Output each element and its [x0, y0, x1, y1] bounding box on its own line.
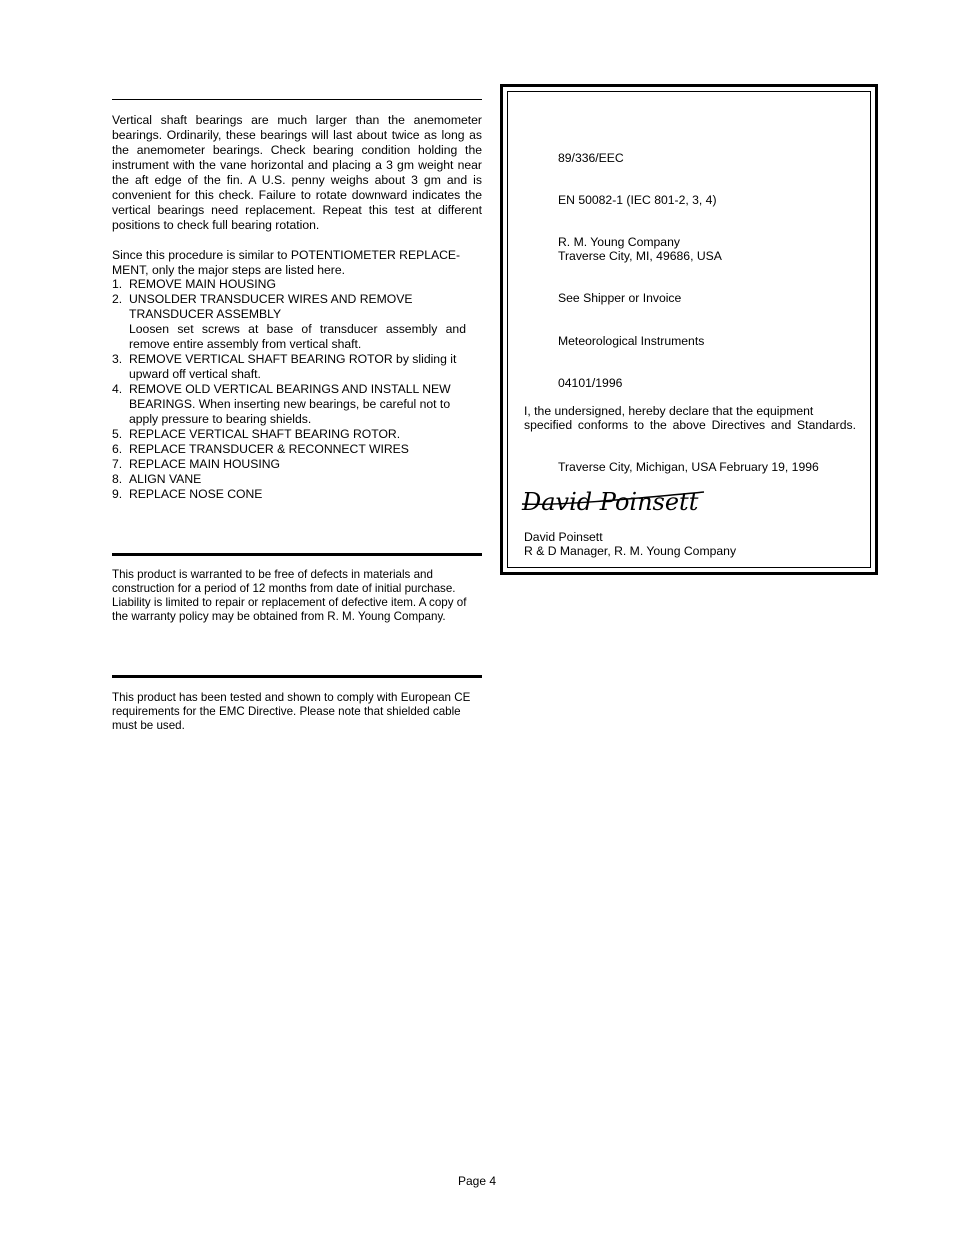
manufacturer-name: R. M. Young Company [558, 235, 680, 249]
warranty-paragraph: This product is warranted to be free of defects in materials and construction for a period of 12 months from date of initial purchase. Liability is limited to repair or replacement of defective item. A copy of the warranty policy may be obtained from R. M. Young Company. [112, 568, 467, 623]
step-number: 1. [112, 277, 123, 291]
step-text: REMOVE MAIN HOUSING [129, 277, 276, 291]
signer-title: R & D Manager, R. M. Young Company [524, 544, 737, 558]
step-item [112, 382, 482, 427]
directive-value: 89/336/EEC [558, 151, 624, 165]
step-item [112, 352, 482, 382]
step-number: 2. [112, 292, 123, 306]
step-number: 3. [112, 352, 123, 366]
declaration-statement-line1: I, the undersigned, hereby declare that the equipment [524, 404, 814, 418]
step-number: 7. [112, 457, 123, 471]
step-number: 4. [112, 382, 123, 396]
declaration-statement-line2: specified conforms to the above Directives and Standards. [524, 418, 856, 432]
place-date-value: Traverse City, Michigan, USA February 19, 1996 [558, 460, 819, 474]
step-text: REPLACE NOSE CONE [129, 487, 263, 501]
step-item [112, 472, 482, 487]
section-rule-ce [112, 675, 482, 678]
step-text: ALIGN VANE [129, 472, 202, 486]
section-rule-bearing [112, 99, 482, 100]
step-text: REPLACE TRANSDUCER & RECONNECT WIRES [129, 442, 409, 456]
step-number: 5. [112, 427, 123, 441]
step-text: UNSOLDER TRANSDUCER WIRES AND REMOVE TRANSDUCER ASSEMBLY [129, 292, 413, 321]
step-item [112, 487, 482, 502]
manufacturer-address: Traverse City, MI, 49686, USA [558, 249, 722, 263]
step-item [112, 277, 482, 292]
signer-name: David Poinsett [524, 530, 603, 544]
step-text: REPLACE VERTICAL SHAFT BEARING ROTOR. [129, 427, 401, 441]
importer-value: See Shipper or Invoice [558, 291, 682, 305]
standard-value: EN 50082-1 (IEC 801-2, 3, 4) [558, 193, 717, 207]
step-number: 9. [112, 487, 123, 501]
section-rule-warranty [112, 553, 482, 556]
signature-image [520, 484, 706, 518]
ce-compliance-paragraph: This product has been tested and shown to comply with European CE requirements for the EMC Directive. Please note that shielded cable must be used. [112, 691, 471, 732]
step-detail: Loosen set screws at base of transducer assembly and remove entire assembly from vertical shaft. [129, 322, 466, 351]
step-text: REMOVE OLD VERTICAL BEARINGS AND INSTALL NEW BEARINGS. When inserting new bearings, be careful not to apply pressure to bearing shields. [129, 382, 451, 426]
step-item [112, 457, 482, 472]
procedure-note: Since this procedure is similar to POTENTIOMETER REPLACE-MENT, only the major steps are listed here. [112, 248, 461, 277]
signature-script: David Poinsett [522, 488, 699, 516]
bearing-intro-paragraph: Vertical shaft bearings are much larger than the anemometer bearings. Ordinarily, these bearings will last about twice as long as the anemometer bearings. Check bearing condition holding the instrument with the vane horizontal and placing a 3 gm weight near the aft edge of the fin. A U.S. penny weighs about 3 gm and is convenient for this check. Failure to rotate downward indicates the vertical bearings need replacement. Repeat this test at different positions to check full bearing rotation. [112, 113, 482, 232]
step-number: 6. [112, 442, 123, 456]
step-text: REPLACE MAIN HOUSING [129, 457, 281, 471]
step-item [112, 292, 482, 352]
step-item [112, 442, 482, 457]
step-number: 8. [112, 472, 123, 486]
model-value: 04101/1996 [558, 376, 623, 390]
step-item [112, 427, 482, 442]
replacement-steps-list [112, 277, 482, 502]
page-number: Page 4 [457, 1174, 497, 1188]
declaration-box [500, 84, 878, 575]
equipment-type-value: Meteorological Instruments [558, 334, 705, 348]
step-text: REMOVE VERTICAL SHAFT BEARING ROTOR by sliding it upward off vertical shaft. [129, 352, 457, 381]
